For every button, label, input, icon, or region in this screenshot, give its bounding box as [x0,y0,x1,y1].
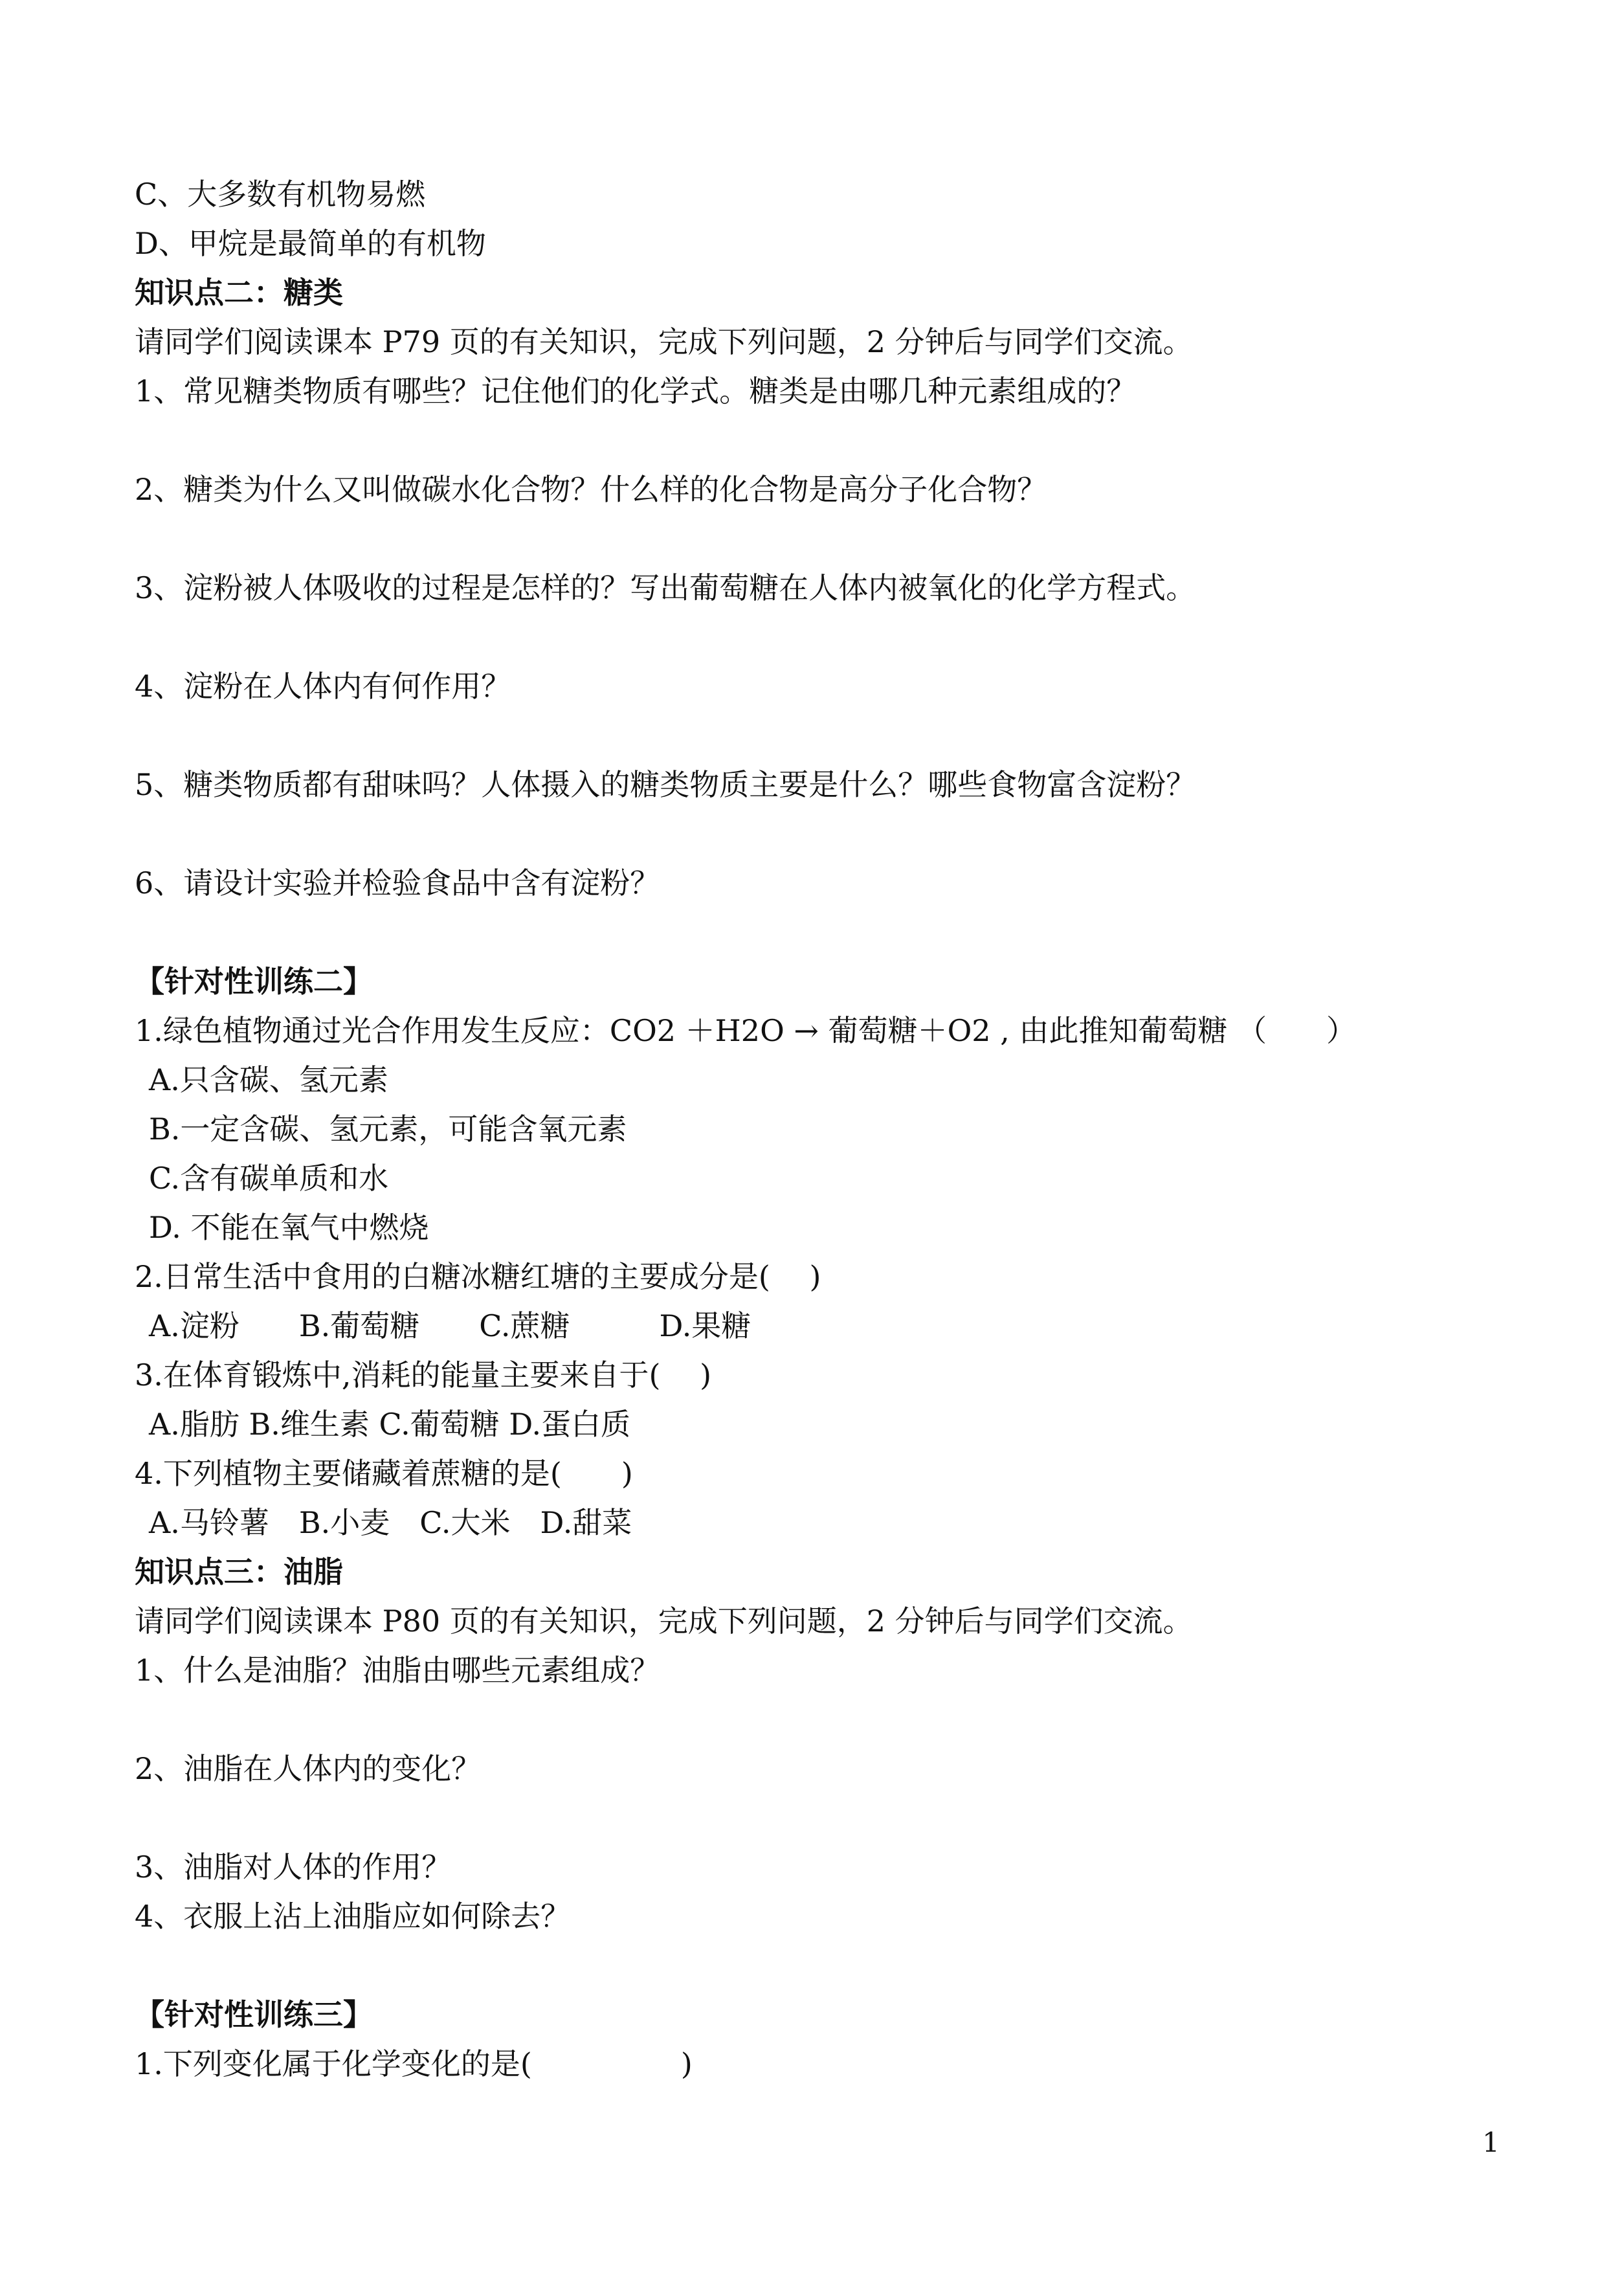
text-line: 4.下列植物主要储藏着蔗糖的是( ) [135,1456,633,1491]
answer-option: A.淀粉 B.葡萄糖 C.蔗糖 D.果糖 [149,1308,751,1343]
text-line: 请同学们阅读课本 P80 页的有关知识，完成下列问题，2 分钟后与同学们交流。 [135,1604,1193,1639]
text-line: 1.绿色植物通过光合作用发生反应：CO2 ＋H2O → 葡萄糖＋O2 , 由此推知葡萄糖 （ ） [135,1013,1357,1048]
text-line: 3、油脂对人体的作用？ [135,1850,452,1885]
answer-option: C.含有碳单质和水 [149,1161,389,1196]
page-number: 1 [1482,2127,1500,2158]
text-line: 3.在体育锻炼中,消耗的能量主要来自于( ) [135,1358,712,1393]
document-body [135,170,1494,2088]
blank-line [135,1793,1494,1842]
section-heading: 【针对性训练三】 [135,1997,373,2032]
answer-option: A.脂肪 B.维生素 C.葡萄糖 D.蛋白质 [149,1407,631,1442]
blank-line [135,1941,1494,1990]
text-line: 5、糖类物质都有甜味吗？人体摄入的糖类物质主要是什么？哪些食物富含淀粉？ [135,767,1196,802]
text-line: 2.日常生活中食用的白糖冰糖红塘的主要成分是( ) [135,1259,821,1294]
answer-option: B.一定含碳、氢元素，可能含氧元素 [149,1112,627,1146]
text-line: 3、淀粉被人体吸收的过程是怎样的？写出葡萄糖在人体内被氧化的化学方程式。 [135,570,1196,605]
section-heading: 知识点三：油脂 [135,1554,343,1589]
text-line: 4、衣服上沾上油脂应如何除去？ [135,1899,571,1934]
text-line: C、大多数有机物易燃 [135,177,426,212]
text-line: 请同学们阅读课本 P79 页的有关知识，完成下列问题，2 分钟后与同学们交流。 [135,324,1193,359]
section-heading: 知识点二：糖类 [135,275,343,310]
section-heading: 【针对性训练二】 [135,964,373,999]
answer-option: A.马铃薯 B.小麦 C.大米 D.甜菜 [149,1505,632,1540]
text-line: 2、糖类为什么又叫做碳水化合物？什么样的化合物是高分子化合物？ [135,472,1047,507]
blank-line [135,416,1494,465]
text-line: D、甲烷是最简单的有机物 [135,226,486,261]
text-line: 2、油脂在人体内的变化？ [135,1751,482,1786]
blank-line [135,908,1494,957]
blank-line [135,711,1494,760]
text-line: 6、请设计实验并检验食品中含有淀粉？ [135,866,660,900]
answer-option: D. 不能在氧气中燃烧 [149,1210,429,1245]
text-line: 1、什么是油脂？油脂由哪些元素组成？ [135,1653,660,1688]
blank-line [135,809,1494,858]
blank-line [135,514,1494,563]
text-line: 1、常见糖类物质有哪些？记住他们的化学式。糖类是由哪几种元素组成的？ [135,374,1137,408]
blank-line [135,1695,1494,1744]
blank-line [135,612,1494,662]
answer-option: A.只含碳、氢元素 [149,1062,388,1097]
text-line: 4、淀粉在人体内有何作用？ [135,669,511,704]
text-line: 1.下列变化属于化学变化的是( ) [135,2046,693,2081]
